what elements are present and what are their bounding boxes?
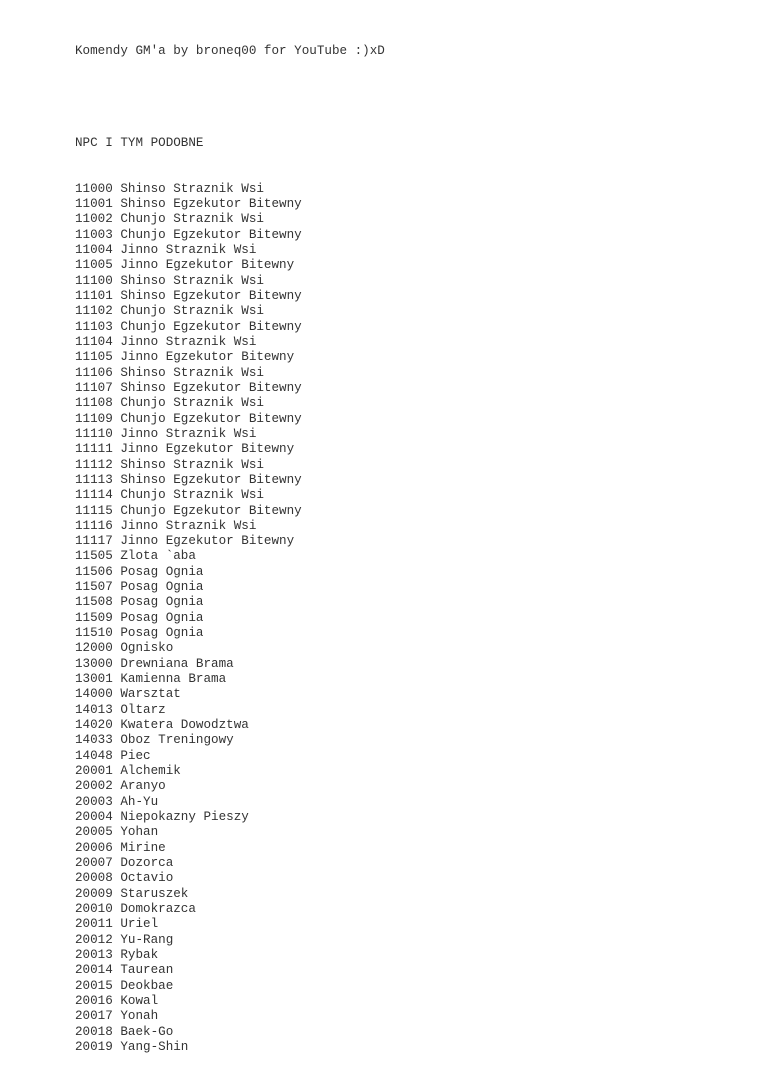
npc-list-item: 11105 Jinno Egzekutor Bitewny [75, 350, 295, 365]
npc-list-item: 11109 Chunjo Egzekutor Bitewny [75, 411, 302, 426]
npc-list-item: 11117 Jinno Egzekutor Bitewny [75, 534, 295, 549]
npc-list-item: 20008 Octavio [75, 871, 174, 886]
npc-list-item: 11005 Jinno Egzekutor Bitewny [75, 258, 295, 273]
npc-list-item: 11113 Shinso Egzekutor Bitewny [75, 472, 302, 487]
document-header: Komendy GM'a by broneq00 for YouTube :)xD [75, 43, 385, 58]
npc-list-item: 20001 Alchemik [75, 764, 181, 779]
npc-list-item: 11110 Jinno Straznik Wsi [75, 426, 257, 441]
npc-list-item: 11000 Shinso Straznik Wsi [75, 181, 264, 196]
npc-list-item: 11003 Chunjo Egzekutor Bitewny [75, 227, 302, 242]
npc-list-item: 14048 Piec [75, 748, 151, 763]
npc-list-item: 11100 Shinso Straznik Wsi [75, 273, 264, 288]
npc-list-item: 11102 Chunjo Straznik Wsi [75, 304, 264, 319]
npc-list-item: 14033 Oboz Treningowy [75, 733, 234, 748]
npc-list-item: 11112 Shinso Straznik Wsi [75, 457, 264, 472]
npc-list-item: 14000 Warsztat [75, 687, 181, 702]
npc-list-item: 11104 Jinno Straznik Wsi [75, 334, 257, 349]
npc-list-item: 20013 Rybak [75, 948, 159, 963]
blank-line [75, 90, 385, 105]
npc-list-item: 11108 Chunjo Straznik Wsi [75, 396, 264, 411]
npc-list-item: 11115 Chunjo Egzekutor Bitewny [75, 503, 302, 518]
npc-list-item: 11505 Zlota `aba [75, 549, 196, 564]
npc-list-item: 11004 Jinno Straznik Wsi [75, 242, 257, 257]
npc-list-item: 14013 Oltarz [75, 702, 166, 717]
npc-list-item: 11116 Jinno Straznik Wsi [75, 518, 257, 533]
npc-list-item: 11114 Chunjo Straznik Wsi [75, 488, 264, 503]
npc-list [75, 182, 385, 1056]
npc-list-item: 11002 Chunjo Straznik Wsi [75, 212, 264, 227]
npc-list-item: 14020 Kwatera Dowodztwa [75, 718, 249, 733]
npc-list-item: 20005 Yohan [75, 825, 159, 840]
npc-list-item: 11506 Posag Ognia [75, 564, 204, 579]
npc-list-item: 20019 Yang-Shin [75, 1039, 189, 1054]
npc-list-item: 11107 Shinso Egzekutor Bitewny [75, 380, 302, 395]
npc-list-item: 20015 Deokbae [75, 978, 174, 993]
npc-list-item: 11101 Shinso Egzekutor Bitewny [75, 288, 302, 303]
npc-list-item: 20018 Baek-Go [75, 1024, 174, 1039]
npc-list-item: 20011 Uriel [75, 917, 159, 932]
npc-list-item: 11508 Posag Ognia [75, 595, 204, 610]
npc-list-item: 20014 Taurean [75, 963, 174, 978]
document-text [75, 13, 385, 1086]
npc-list-item: 20017 Yonah [75, 1009, 159, 1024]
npc-list-item: 11507 Posag Ognia [75, 580, 204, 595]
npc-list-item: 20006 Mirine [75, 840, 166, 855]
npc-list-item: 20009 Staruszek [75, 886, 189, 901]
npc-list-item: 11510 Posag Ognia [75, 626, 204, 641]
npc-list-item: 11001 Shinso Egzekutor Bitewny [75, 196, 302, 211]
npc-list-item: 20012 Yu-Rang [75, 932, 174, 947]
npc-list-item: 11106 Shinso Straznik Wsi [75, 365, 264, 380]
section-title: NPC I TYM PODOBNE [75, 135, 204, 150]
npc-list-item: 13000 Drewniana Brama [75, 656, 234, 671]
npc-list-item: 20003 Ah-Yu [75, 794, 159, 809]
npc-list-item: 20004 Niepokazny Pieszy [75, 810, 249, 825]
npc-list-item: 20010 Domokrazca [75, 902, 196, 917]
npc-list-item: 13001 Kamienna Brama [75, 672, 227, 687]
npc-list-item: 11509 Posag Ognia [75, 610, 204, 625]
npc-list-item: 11111 Jinno Egzekutor Bitewny [75, 442, 295, 457]
npc-list-item: 11103 Chunjo Egzekutor Bitewny [75, 319, 302, 334]
npc-list-item: 20007 Dozorca [75, 856, 174, 871]
npc-list-item: 20002 Aranyo [75, 779, 166, 794]
npc-list-item: 12000 Ognisko [75, 641, 174, 656]
npc-list-item: 20016 Kowal [75, 994, 159, 1008]
